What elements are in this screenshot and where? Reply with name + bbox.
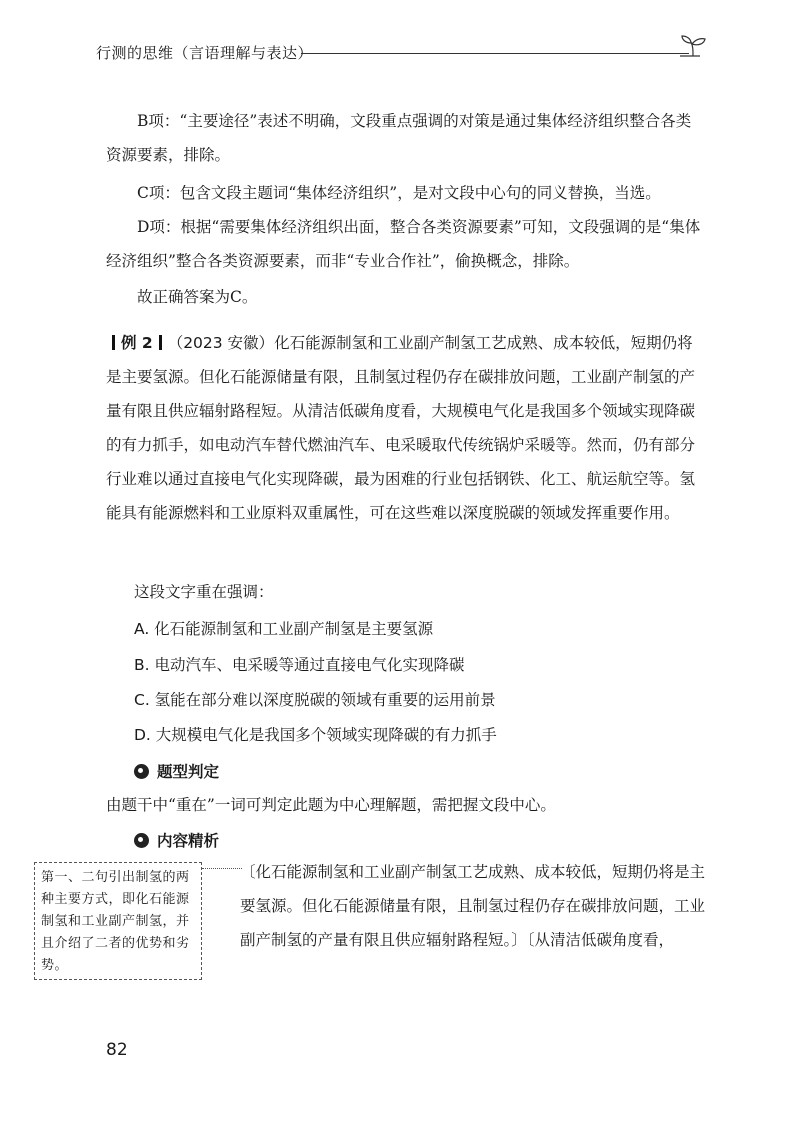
question-stem: 这段文字重在强调： bbox=[134, 583, 274, 601]
example-passage bbox=[106, 326, 706, 530]
header-rule bbox=[301, 53, 689, 54]
option-a: A. 化石能源制氢和工业副产制氢是主要氢源 bbox=[134, 620, 434, 638]
content-analysis-text: 〔化石能源制氢和工业副产制氢工艺成熟、成本较低，短期仍将是主要氢源。但化石能源储量有限，且制氢过程仍存在碳排放问题，工业副产制氢的产量有限且供应辐射路程短。〕〔从清洁低碳角度看， bbox=[240, 863, 706, 949]
option-c: C. 氢能在部分难以深度脱碳的领域有重要的运用前景 bbox=[134, 691, 496, 709]
option-c-analysis: C项：包含文段主题词“集体经济组织”，是对文段中心句的同义替换，当选。 bbox=[137, 184, 661, 202]
question-type-heading bbox=[134, 760, 219, 782]
side-note: 第一、二句引出制氢的两种主要方式，即化石能源制氢和工业副产制氢，并且介绍了二者的优势和劣势。 bbox=[34, 862, 202, 980]
example-bar-right bbox=[159, 335, 162, 350]
question-type-text: 由题干中“重在”一词可判定此题为中心理解题，需把握文段中心。 bbox=[106, 796, 556, 814]
example-bar-left bbox=[112, 335, 115, 350]
content-analysis-heading-text: 内容精析 bbox=[157, 832, 220, 850]
running-header bbox=[96, 38, 716, 68]
option-b-analysis: B项：“主要途径”表述不明确，文段重点强调的对策是通过集体经济组织整合各类资源要素，排除。 bbox=[106, 112, 692, 164]
option-d: D. 大规模电气化是我国多个领域实现降碳的有力抓手 bbox=[134, 726, 497, 744]
option-d-analysis: D项：根据“需要集体经济组织出面，整合各类资源要素”可知，文段强调的是“集体经济组织”整合各类资源要素，而非“专业合作社”，偷换概念，排除。 bbox=[106, 218, 701, 270]
option-b: B. 电动汽车、电采暖等通过直接电气化实现降碳 bbox=[134, 656, 465, 674]
gear-icon bbox=[134, 764, 149, 779]
sprout-icon bbox=[676, 34, 710, 64]
example-passage-text: 化石能源制氢和工业副产制氢工艺成熟、成本较低，短期仍将是主要氢源。但化石能源储量有限，且制氢过程仍存在碳排放问题，工业副产制氢的产量有限且供应辐射路程短。从清洁低碳角度看，大规模电气化是我国多个领域实现降碳的有力抓手，如电动汽车替代燃油汽车、电采暖取代传统锅炉采暖等。然而，仍有部分行业难以通过直接电气化实现降碳，最为困难的行业包括钢铁、化工、航运航空等。氢能具有能源燃料和工业原料双重属性，可在这些难以深度脱碳的领域发挥重要作用。 bbox=[106, 334, 696, 522]
example-source: （2023 安徽） bbox=[167, 334, 275, 352]
example-label: 例 2 bbox=[121, 334, 153, 352]
note-connector bbox=[202, 868, 242, 879]
magnifier-icon bbox=[134, 833, 149, 848]
header-title: 行测的思维（言语理解与表达） bbox=[96, 44, 314, 62]
content-analysis-heading bbox=[134, 829, 219, 851]
answer-conclusion: 故正确答案为C。 bbox=[137, 288, 258, 306]
page-number: 82 bbox=[106, 1040, 128, 1060]
question-type-heading-text: 题型判定 bbox=[157, 763, 220, 781]
